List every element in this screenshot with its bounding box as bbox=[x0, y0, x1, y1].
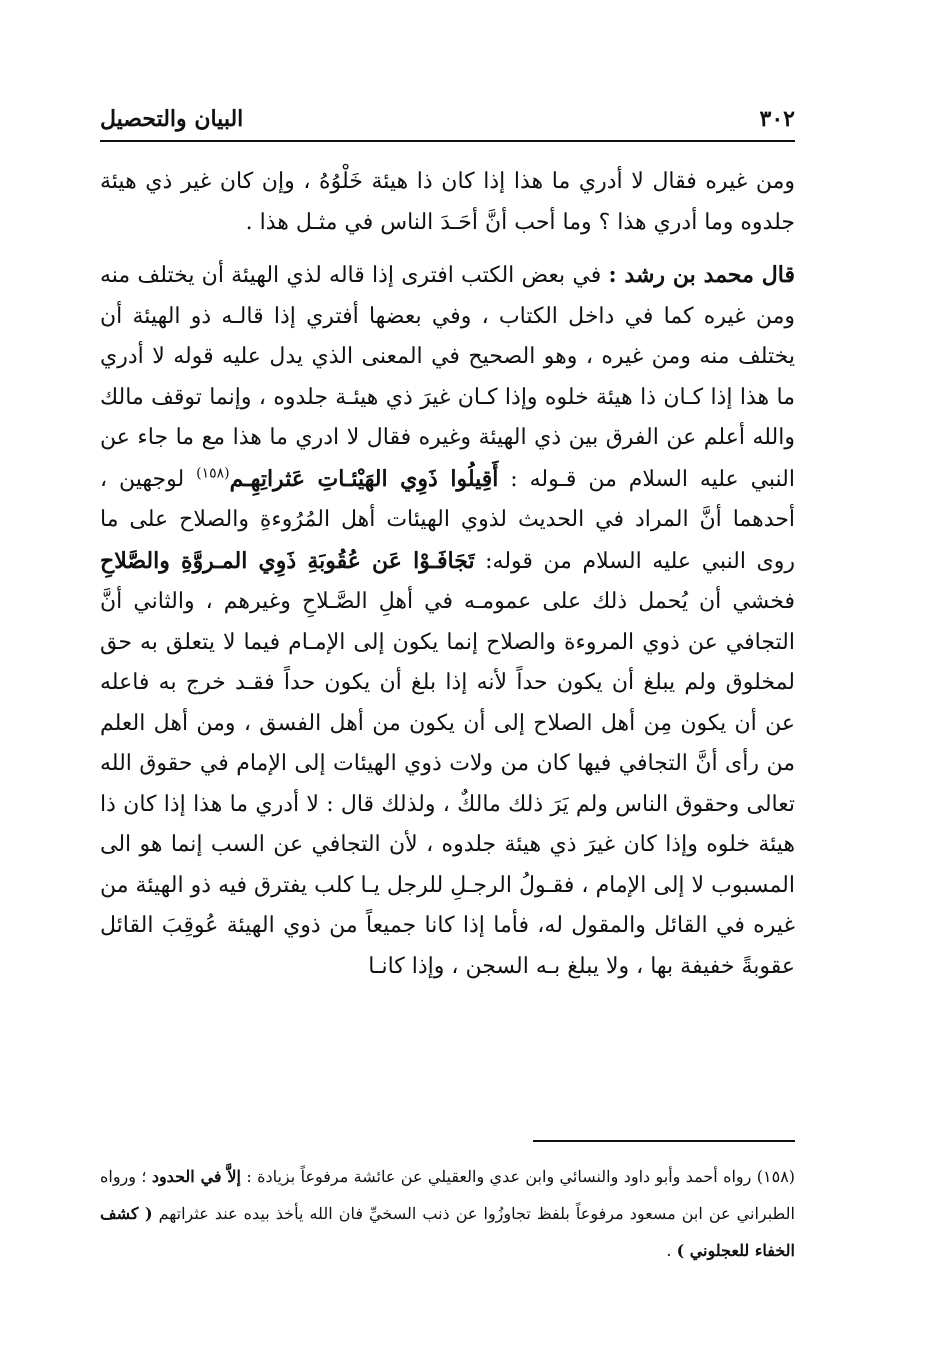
main-text bbox=[100, 162, 795, 987]
book-title: البيان والتحصيل bbox=[100, 106, 244, 132]
footnote-text-c: . bbox=[666, 1241, 677, 1260]
footnote-divider bbox=[533, 1140, 795, 1142]
paragraph-1: ومن غيره فقال لا أدري ما هذا إذا كان ذا هيئة خَلْوُهُ ، وإن كان غير ذي هيئة جلدوه وما أدري هذا ؟ وما أحب أنَّ أحَـدَ الناس في مثـل هذا . bbox=[100, 169, 795, 235]
running-header bbox=[100, 90, 795, 142]
footnote-text-b: ؛ ورواه الطبراني عن ابن مسعود مرفوعاً بلفظ تجاوزُوا عن ذنب السخيِّ فان الله يأخذ بيده عند عثراتهم bbox=[100, 1167, 796, 1223]
paragraph-2-part-b: لوجهين ، أحدهما أنَّ المراد في الحديث لذوي الهيئات أهل المُرُوءةِ والصلاح على ما روى النبي عليه السلام من قوله: bbox=[100, 466, 795, 574]
hadith-quote-1: أَقِيلُوا ذَوِي الهَيْئـاتِ عَثراتِهِـم bbox=[229, 465, 499, 492]
commentary-lead: قال محمد بن رشد : bbox=[608, 262, 795, 288]
footnote-text-a: (١٥٨) رواه أحمد وأبو داود والنسائي وابن عدي والعقيلي عن عائشة مرفوعاً بزيادة : bbox=[240, 1167, 796, 1186]
page-number: ٣٠٢ bbox=[759, 106, 795, 132]
footnote bbox=[100, 1158, 795, 1269]
footnote-reference[interactable]: (١٥٨) bbox=[196, 465, 230, 482]
book-page bbox=[100, 90, 795, 1310]
paragraph-2 bbox=[100, 255, 795, 987]
paragraph-2-part-a: في بعض الكتب افترى إذا قاله لذي الهيئة أن يختلف منه ومن غيره كما في داخل الكتاب ، وفي بعضها أفتري إذا قالـه ذو الهيئة أن يختلف منه ومن غيره ، وهو الصحيح في المعنى الذي يدل عليه قوله لا أدري ما هذا إذا كـان ذا هيئة خلوه وإذا كـان غيرَ ذي هيئـة جلدوه ، وإنما توقف مالك والله أعلم عن الفرق بين ذي الهيئة وغيره فقال لا ادري ما هذا مع ما جاء عن النبي عليه السلام من قـوله : bbox=[100, 263, 796, 492]
footnote-source: ( كشف الخفاء للعجلوني ) bbox=[100, 1204, 795, 1260]
hadith-quote-2: تَجَافَـوْا عَن عُقُوبَةِ ذَوِي المـروَّةِ والصَّلاحِ bbox=[100, 547, 475, 574]
paragraph-2-part-c: فخشي أن يُحمل ذلك على عمومـه في أهلِ الصَّـلاحِ وغيرهم ، والثاني أنَّ التجافي عن ذوي المروءة والصلاح إنما يكون إلى الإمـام فيما لا يتعلق به حق لمخلوق ولم يبلغ أن يكون حداً لأنه إذا بلغ أن يكون حداً فقـد خرج به فاعله عن أن يكون مِن أهل الصلاح إلى أن يكون من أهل الفسق ، ومن أهل العلم من رأى أنَّ التجافي فيها كان من ولات ذوي الهيئات إلى الإمام في حقوق الله تعالى وحقوق الناس ولم يَرَ ذلك مالكٌ ، ولذلك قال : لا أدري ما هذا إذا كان ذا هيئة خلوه وإذا كان غيرَ ذي هيئة جلدوه ، لأن التجافي عن السب إنما هو الى المسبوب لا إلى الإمام ، فقـولُ الرجـلِ للرجل يـا كلب يفترق فيه ذو الهيئة من غيره في القائل والمقول له، فأما إذا كانا جميعاً من ذوي الهيئة عُوقِبَ القائل عقوبةً خفيفة بها ، ولا يبلغ بـه السجن ، وإذا كانـا bbox=[100, 589, 795, 979]
footnote-bold-a: إلاَّ في الحدود bbox=[151, 1167, 241, 1186]
